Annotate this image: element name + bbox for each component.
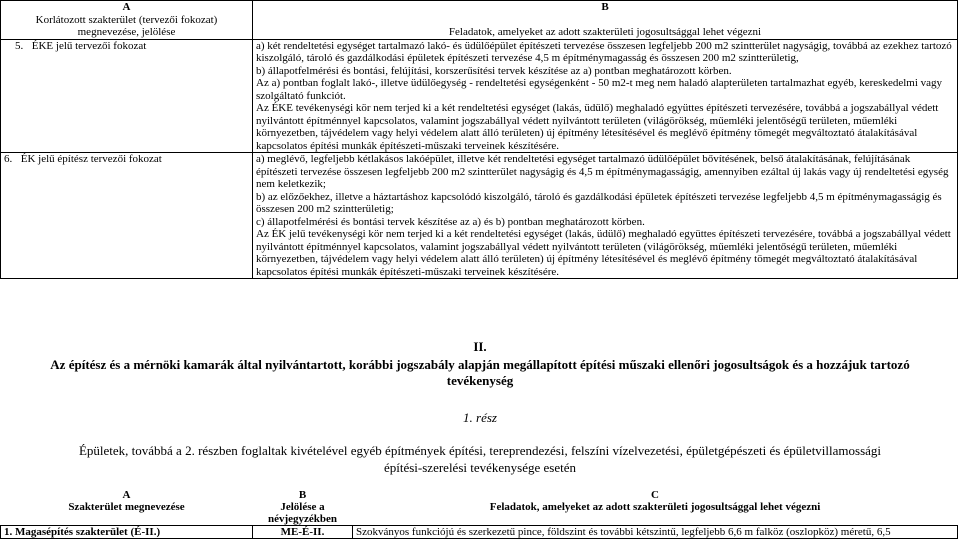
col-header: Szakterület megnevezése [1, 501, 253, 526]
paragraph: Az a) pontban foglalt lakó-, illetve üdülőegység - rendeltetési egységenként - 50 m2-t meg nem haladó alapterületen tartalmazhat egyéb, kereskedelmi vagy szolgáltató funkciót. [256, 77, 943, 102]
paragraph: Az ÉK jelű tevékenységi kör nem terjed ki a két rendeltetési egységet (lakás, üdülő) meghaladó együttes építészeti tervezésére, továbbá a jogszabállyal védett nyilvántott építménnyel kapcsolatos, valamint jogszabállyal védett nyilvántott területen (világörökség, műemléki jelentőségű területen, műemléki környezetben, tájvédelem vagy helyi védelem alatt álló területen) új építmény létesítésével és meglévő építmény tömegét megváltoztató átalakításával kapcsolatos építési munkák építészeti-műszaki terveinek készítésére. [256, 228, 951, 278]
table2-letter-row [1, 489, 958, 501]
section-number: II. [473, 339, 487, 354]
row-content-cell [253, 153, 958, 279]
paragraph: c) állapotfelmérési és bontási tervek készítése az a) és b) pontban meghatározott körben. [256, 215, 645, 228]
part-heading: 1. rész [463, 410, 497, 425]
specialty-name: 1. Magasépítés szakterület (É-II.) [1, 526, 253, 539]
col-b-title: Feladatok, amelyeket az adott szakterületi jogosultsággal lehet végezni [448, 25, 762, 38]
row-content-cell [253, 39, 958, 153]
row-title-cell [1, 153, 253, 279]
col-a-title: Korlátozott szakterület (tervezői fokozat) megnevezése, jelölése [35, 13, 218, 38]
table-row [1, 39, 958, 153]
col-letter: B [298, 489, 307, 501]
col-b-letter: B [601, 1, 609, 13]
table-row [1, 526, 958, 539]
col-a-letter: A [122, 1, 131, 13]
specialty-tasks: Szokványos funkciójú és szerkezetű pince, földszint és további kétszintű, legfeljebb 6,6 m falköz (oszlopköz) méretű, 6,5 [353, 526, 958, 539]
col-letter: C [651, 489, 659, 501]
paragraph: b) az előzőekhez, illetve a háztartáshoz kapcsolódó kiszolgáló, tároló és gazdálkodási épületek építészeti tervezése legfeljebb 4,5 m építménymagasságig és összesen 200 m2 szintterületig; [256, 190, 942, 215]
col-header: Jelölése a névjegyzékben [253, 501, 353, 526]
paragraph: a) meglévő, legfeljebb kétlakásos lakóépület, illetve két rendeltetési egységet tartalmazó üdülőépület bővítésének, belső átalakításának, felújításának építészeti tervezése összesen legfeljebb 200 m2 szintterület nagyságig és 4,5 m építménymagasságig, amennyiben ezáltal új lakás vagy új rendeltetési egység nem keletkezik; [256, 153, 949, 190]
specialty-code: ME-É-II. [253, 526, 353, 539]
row-title: ÉKE jelű tervezői fokozat [31, 39, 147, 52]
paragraph: a) két rendeltetési egységet tartalmazó lakó- és üdülőépület építészeti tervezése összesen legfeljebb 200 m2 szintterület nagyságig, továbbá az ezekhez tartozó kiszolgáló, tároló és gazdálkodási épületek építészeti tervezése 4,5 m építménymagasság és összesen 200 m2 szintterületig, [256, 39, 952, 64]
table1-col-b-header [253, 1, 958, 40]
row-title: ÉK jelű építész tervezői fokozat [20, 153, 162, 165]
table1-col-a-header [1, 1, 253, 40]
table1-header-row [1, 1, 958, 40]
row-number: 6. [4, 153, 13, 165]
table-row [1, 153, 958, 279]
col-header: Feladatok, amelyeket az adott szakterületi jogosultsággal lehet végezni [353, 501, 958, 526]
table2-header-row [1, 501, 958, 526]
col-letter: A [122, 489, 131, 501]
part-description: Épületek, továbbá a 2. részben foglaltak kivételével egyéb építmények építési, tereprendezési, felszíni vízelvezetési, épületgépészeti és épületvillamossági építési-szerelési tevékenysége esetén [78, 443, 882, 475]
paragraph: b) állapotfelmérési és bontási, felújítási, korszerűsítési tervek készítése az a) pontban meghatározott körben. [256, 64, 732, 77]
qualification-table-2 [0, 489, 958, 539]
section-title: Az építész és a mérnöki kamarák által nyilvántartott, korábbi jogszabály alapján megállapított építési műszaki ellenőri jogosultságok és a hozzájuk tartozó tevékenység [50, 357, 910, 388]
row-number: 5. [15, 39, 24, 52]
row-title-cell [1, 39, 253, 153]
paragraph: Az ÉKE tevékenységi kör nem terjed ki a két rendeltetési egységet (lakás, üdülő) meghaladó együttes építészeti tervezésére, továbbá a jogszabállyal védett nyilvántott építménnyel kapcsolatos, valamint jogszabállyal védett nyilvántott területen (világörökség, műemléki jelentőségű területen, műemléki környezetben, tájvédelem vagy helyi védelem alatt álló területen) új építmény létesítésével és meglévő építmény tömegét megváltoztató átalakításával kapcsolatos építési munkák építészeti-műszaki terveinek készítésére. [256, 102, 939, 152]
